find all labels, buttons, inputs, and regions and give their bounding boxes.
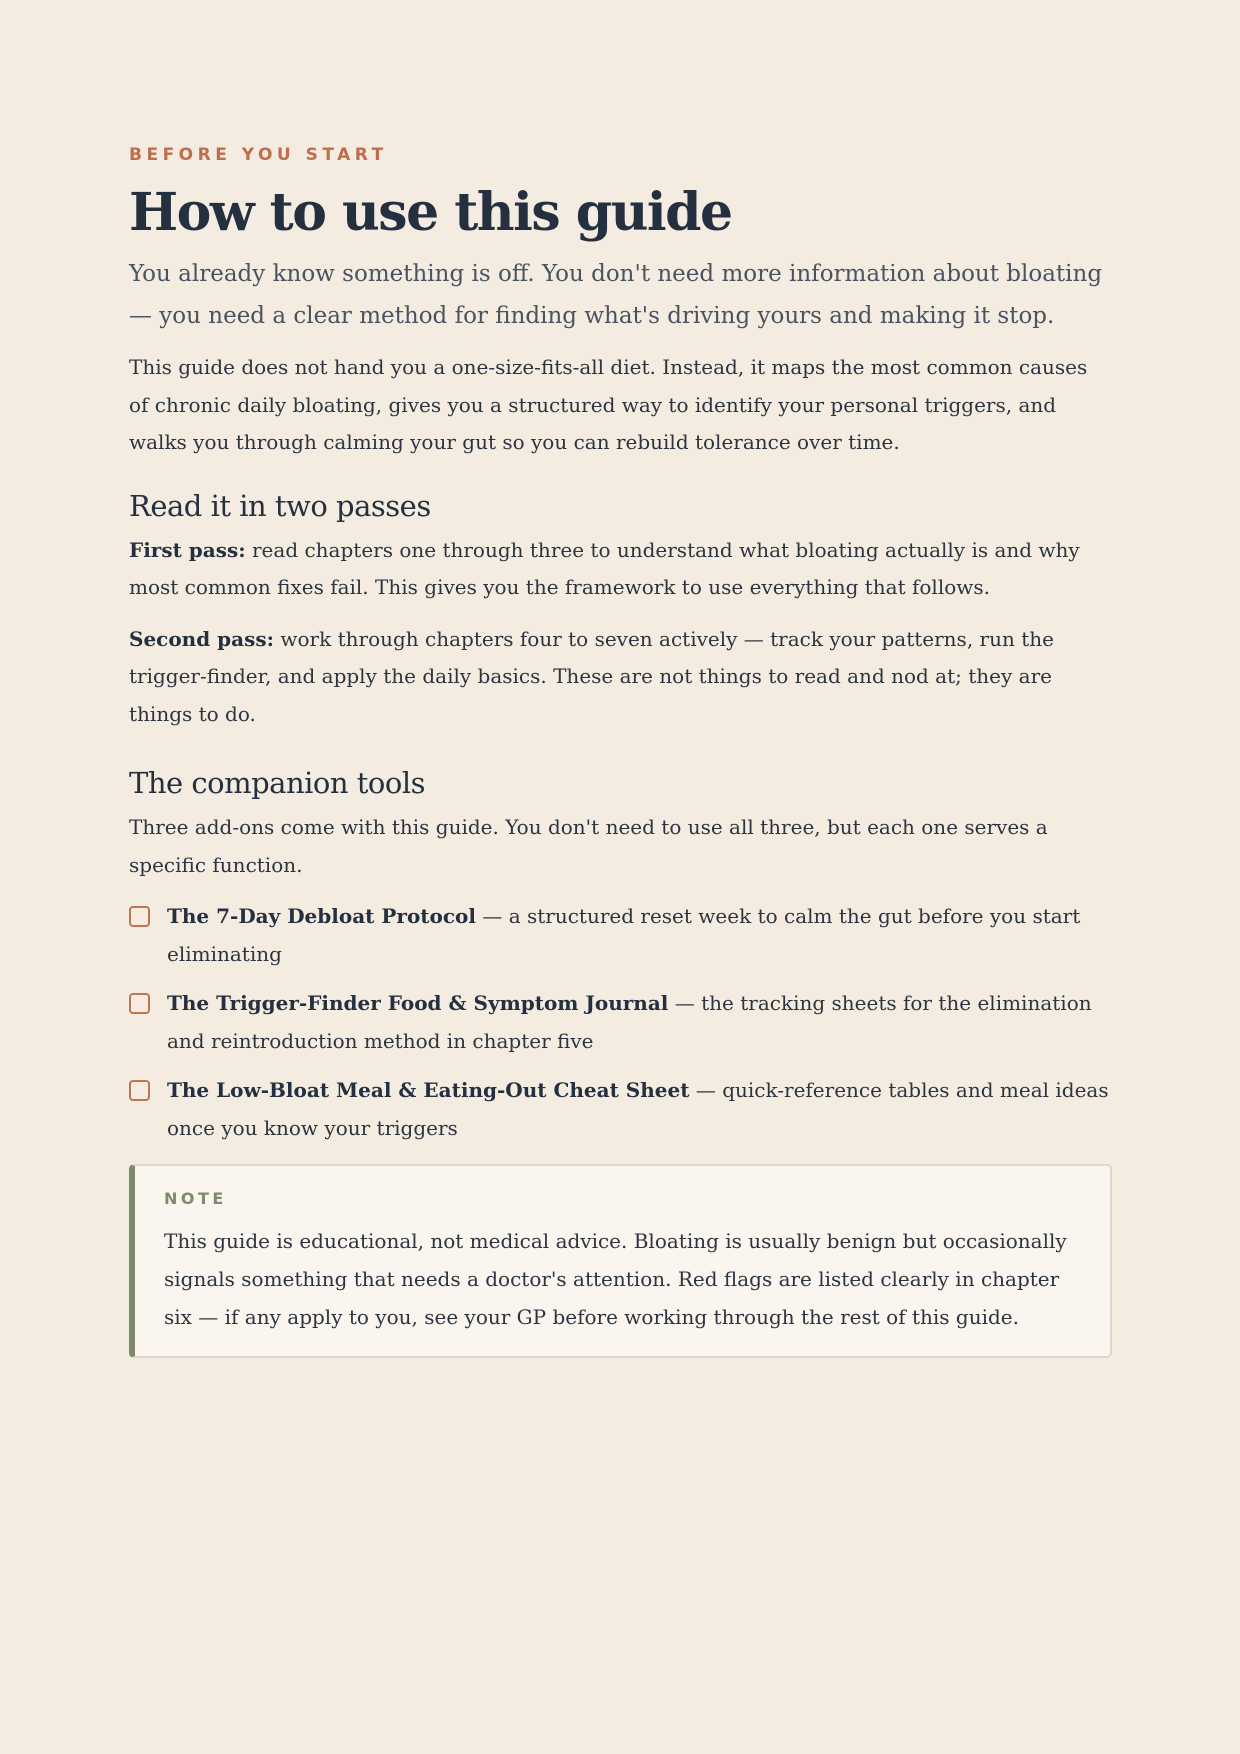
tool-description: — the tracking sheets for the elimination and reintroduction method in chapter five: [167, 991, 1092, 1053]
eyebrow-label: BEFORE YOU START: [129, 145, 388, 165]
first-pass-text: read chapters one through three to understand what bloating actually is and why most common fixes fail. This gives you the framework to use everything that follows.: [129, 537, 1080, 599]
note-text: This guide is educational, not medical advice. Bloating is usually benign but occasionally signals something that needs a doctor's attention. Red flags are listed clearly in chapter six — if any apply to you, see your GP before working through the rest of this guide.: [164, 1229, 1067, 1329]
intro-body: This guide does not hand you a one-size-fits-all diet. Instead, it maps the most common causes of chronic daily bloating, gives you a structured way to identify your personal triggers, and walks you through calming your gut so you can rebuild tolerance over time.: [129, 355, 1088, 454]
list-item-text: [167, 1072, 1112, 1147]
section-heading-tools: The companion tools: [129, 766, 425, 800]
list-item: [129, 985, 1112, 1060]
list-item-text: [167, 898, 1112, 973]
list-item-text: [167, 985, 1112, 1060]
first-pass-label: First pass:: [129, 537, 246, 562]
tools-intro: Three add-ons come with this guide. You don't need to use all three, but each one serves a specific function.: [129, 815, 1048, 877]
page-title: How to use this guide: [129, 182, 732, 243]
companion-tools-checklist: [129, 898, 1112, 1147]
checkbox[interactable]: [129, 1080, 150, 1101]
second-pass-paragraph: [129, 621, 1112, 734]
second-pass-text: work through chapters four to seven actively — track your patterns, run the trigger-finder, and apply the daily basics. These are not things to read and nod at; they are things to do.: [129, 626, 1054, 726]
tool-title: The Low-Bloat Meal & Eating-Out Cheat Sheet: [167, 1078, 690, 1102]
intro-lead: You already know something is off. You don't need more information about bloating — you need a clear method for finding what's driving yours and making it stop.: [129, 261, 1103, 329]
first-pass-paragraph: [129, 532, 1112, 607]
tool-title: The Trigger-Finder Food & Symptom Journal: [167, 991, 669, 1015]
checkbox[interactable]: [129, 993, 150, 1014]
tool-title: The 7-Day Debloat Protocol: [167, 904, 476, 928]
list-item: [129, 898, 1112, 973]
note-callout: [129, 1164, 1112, 1358]
list-item: [129, 1072, 1112, 1147]
note-label: NOTE: [164, 1189, 227, 1208]
second-pass-label: Second pass:: [129, 626, 275, 651]
checkbox[interactable]: [129, 906, 150, 927]
tool-description: — quick-reference tables and meal ideas once you know your triggers: [167, 1078, 1109, 1140]
section-heading-passes: Read it in two passes: [129, 488, 431, 523]
tool-description: — a structured reset week to calm the gut before you start eliminating: [167, 904, 1081, 966]
